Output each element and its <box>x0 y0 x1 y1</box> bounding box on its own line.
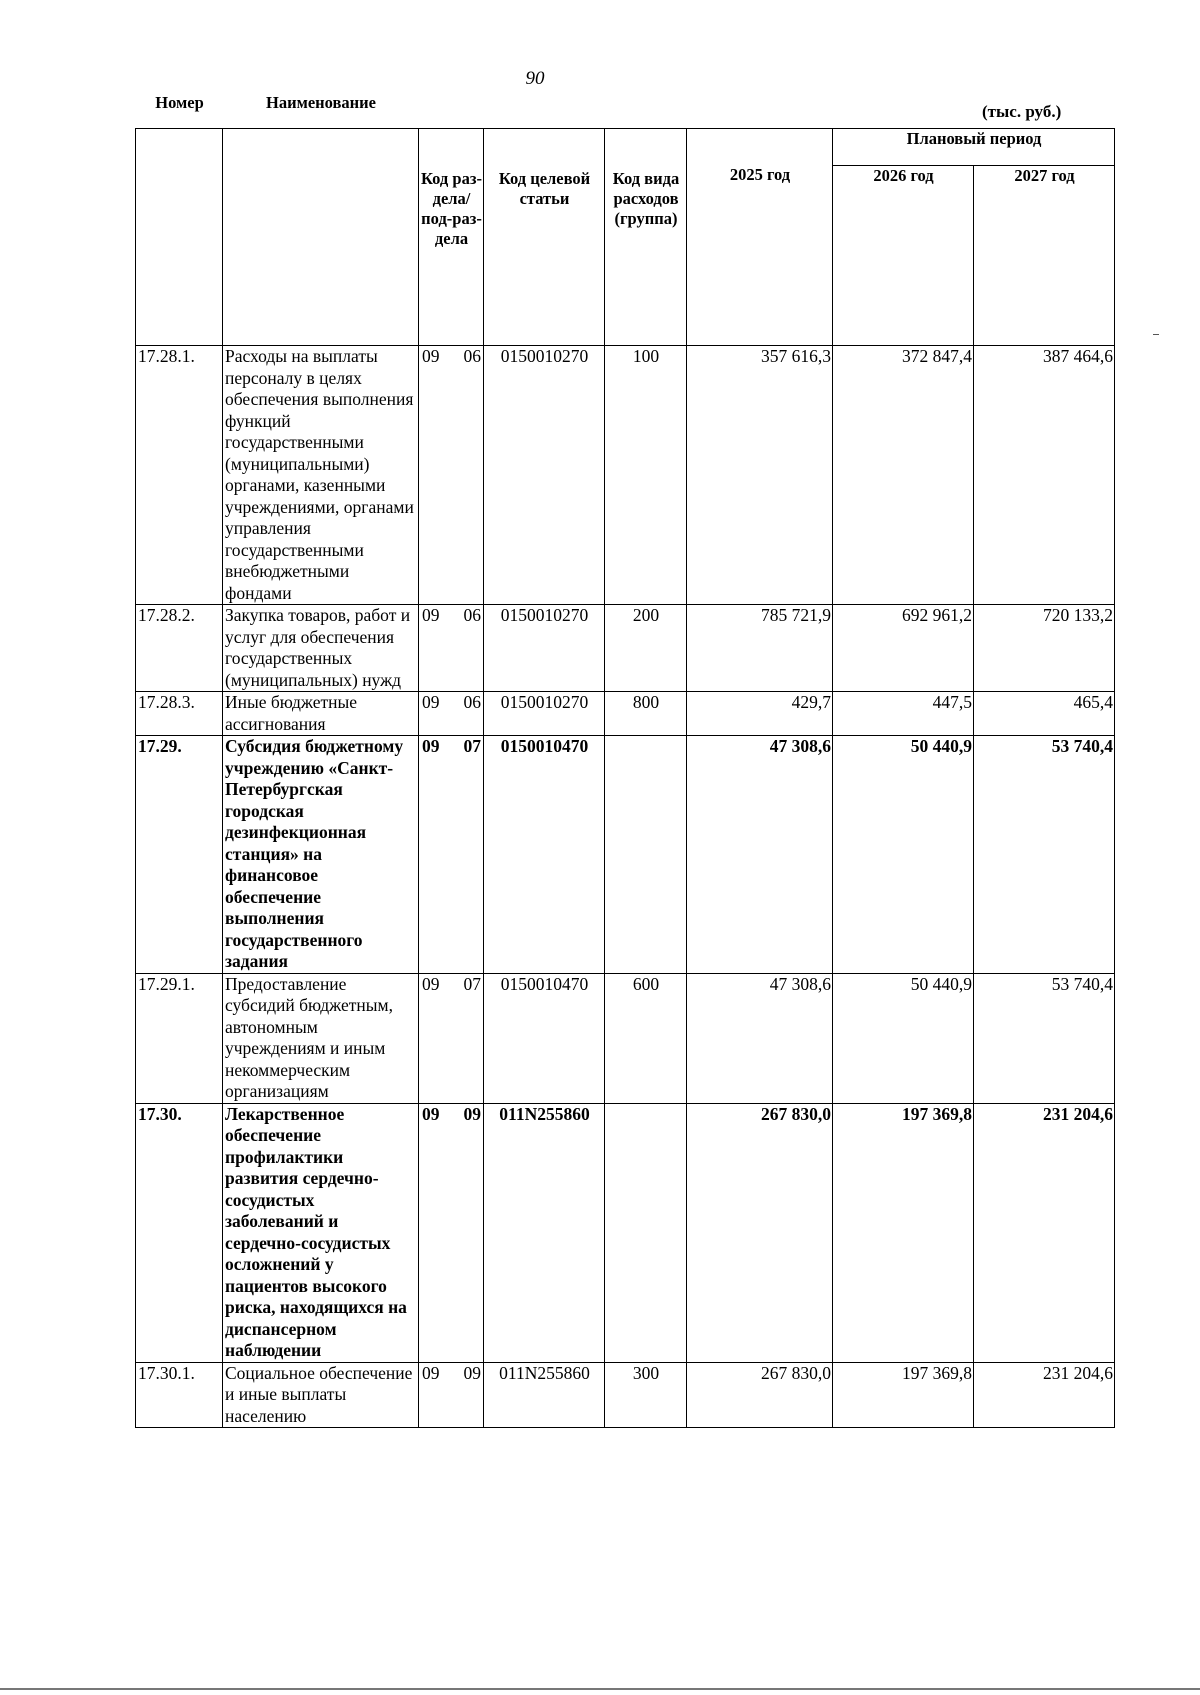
row-number: 17.29.1. <box>136 973 223 1103</box>
row-value-2025: 429,7 <box>687 692 833 736</box>
subsection-code: 06 <box>463 605 481 625</box>
row-value-2027: 720 133,2 <box>974 605 1115 692</box>
header-number: Номер <box>136 129 223 346</box>
row-value-2025: 357 616,3 <box>687 346 833 605</box>
row-section-code <box>419 973 484 1103</box>
row-expense-group: 300 <box>605 1362 687 1428</box>
subsection-code: 09 <box>463 1103 481 1124</box>
section-code: 09 <box>422 346 440 366</box>
row-target-code: 011N255860 <box>484 1362 605 1428</box>
row-number: 17.30. <box>136 1103 223 1362</box>
row-name: Закупка товаров, работ и услуг для обеспечения государственных (муниципальных) нужд <box>223 605 419 692</box>
page-number: 90 <box>525 68 545 89</box>
row-expense-group <box>605 736 687 974</box>
row-target-code: 011N255860 <box>484 1103 605 1362</box>
header-row-1 <box>136 129 1115 166</box>
row-value-2027: 387 464,6 <box>974 346 1115 605</box>
subsection-code: 06 <box>463 692 481 712</box>
header-section-code: Код раз-дела/ под-раз-дела <box>419 129 484 346</box>
row-number: 17.28.2. <box>136 605 223 692</box>
header-2026: 2026 год <box>833 166 974 346</box>
table-row <box>136 1103 1115 1362</box>
section-code: 09 <box>422 973 440 994</box>
subsection-code: 07 <box>463 973 481 994</box>
section-code: 09 <box>422 605 440 625</box>
header-planned-period: Плановый период <box>833 129 1115 166</box>
row-value-2025: 47 308,6 <box>687 736 833 974</box>
section-code: 09 <box>422 692 440 712</box>
row-value-2027: 465,4 <box>974 692 1115 736</box>
unit-note: (тыс. руб.) <box>982 102 1062 121</box>
subsection-code: 07 <box>463 736 481 756</box>
row-expense-group: 200 <box>605 605 687 692</box>
row-name: Субсидия бюджетному учреждению «Санкт-Петербургская городская дезинфекционная станция» на финансовое обеспечение выполнения государственного задания <box>223 736 419 974</box>
table-row <box>136 605 1115 692</box>
row-value-2025: 267 830,0 <box>687 1362 833 1428</box>
subsection-code: 09 <box>463 1362 481 1383</box>
row-value-2027: 53 740,4 <box>974 736 1115 974</box>
table-row <box>136 1362 1115 1428</box>
row-section-code <box>419 692 484 736</box>
row-value-2025: 785 721,9 <box>687 605 833 692</box>
row-value-2026: 692 961,2 <box>833 605 974 692</box>
row-value-2025: 267 830,0 <box>687 1103 833 1362</box>
header-2025: 2025 год <box>687 129 833 346</box>
row-expense-group: 100 <box>605 346 687 605</box>
table-row <box>136 973 1115 1103</box>
row-target-code: 0150010270 <box>484 692 605 736</box>
row-name: Предоставление субсидий бюджетным, автономным учреждениям и иным некоммерческим организациям <box>223 973 419 1103</box>
row-name: Социальное обеспечение и иные выплаты населению <box>223 1362 419 1428</box>
row-section-code <box>419 605 484 692</box>
bottom-edge-line <box>0 1688 1200 1690</box>
row-expense-group: 800 <box>605 692 687 736</box>
row-value-2027: 53 740,4 <box>974 973 1115 1103</box>
header-expense-group: Код вида расходов (группа) <box>605 129 687 346</box>
row-value-2025: 47 308,6 <box>687 973 833 1103</box>
row-number: 17.30.1. <box>136 1362 223 1428</box>
subsection-code: 06 <box>463 346 481 366</box>
row-value-2026: 372 847,4 <box>833 346 974 605</box>
section-code: 09 <box>422 736 440 756</box>
row-section-code <box>419 1362 484 1428</box>
row-value-2026: 197 369,8 <box>833 1103 974 1362</box>
table-row <box>136 692 1115 736</box>
header-2027: 2027 год <box>974 166 1115 346</box>
row-target-code: 0150010270 <box>484 605 605 692</box>
table-row <box>136 346 1115 605</box>
row-value-2027: 231 204,6 <box>974 1103 1115 1362</box>
header-target-code: Код целевой статьи <box>484 129 605 346</box>
row-target-code: 0150010270 <box>484 346 605 605</box>
row-name: Расходы на выплаты персоналу в целях обеспечения выполнения функций государственными (муниципальными) органами, казенными учреждениями, органами управления государственными внебюджетными фондами <box>223 346 419 605</box>
table-body <box>136 346 1115 1428</box>
row-name: Иные бюджетные ассигнования <box>223 692 419 736</box>
row-number: 17.29. <box>136 736 223 974</box>
row-section-code <box>419 346 484 605</box>
row-number: 17.28.1. <box>136 346 223 605</box>
margin-mark <box>1153 334 1159 335</box>
row-section-code <box>419 1103 484 1362</box>
row-expense-group <box>605 1103 687 1362</box>
row-name: Лекарственное обеспечение профилактики развития сердечно-сосудистых заболеваний и сердечно-сосудистых осложнений у пациентов высокого риска, находящихся на диспансерном наблюдении <box>223 1103 419 1362</box>
row-section-code <box>419 736 484 974</box>
row-expense-group: 600 <box>605 973 687 1103</box>
row-value-2026: 50 440,9 <box>833 973 974 1103</box>
row-value-2026: 197 369,8 <box>833 1362 974 1428</box>
row-value-2026: 447,5 <box>833 692 974 736</box>
header-name: Наименование <box>223 129 419 346</box>
section-code: 09 <box>422 1362 440 1383</box>
row-target-code: 0150010470 <box>484 973 605 1103</box>
table-row <box>136 736 1115 974</box>
row-number: 17.28.3. <box>136 692 223 736</box>
section-code: 09 <box>422 1103 440 1124</box>
row-value-2026: 50 440,9 <box>833 736 974 974</box>
row-value-2027: 231 204,6 <box>974 1362 1115 1428</box>
row-target-code: 0150010470 <box>484 736 605 974</box>
